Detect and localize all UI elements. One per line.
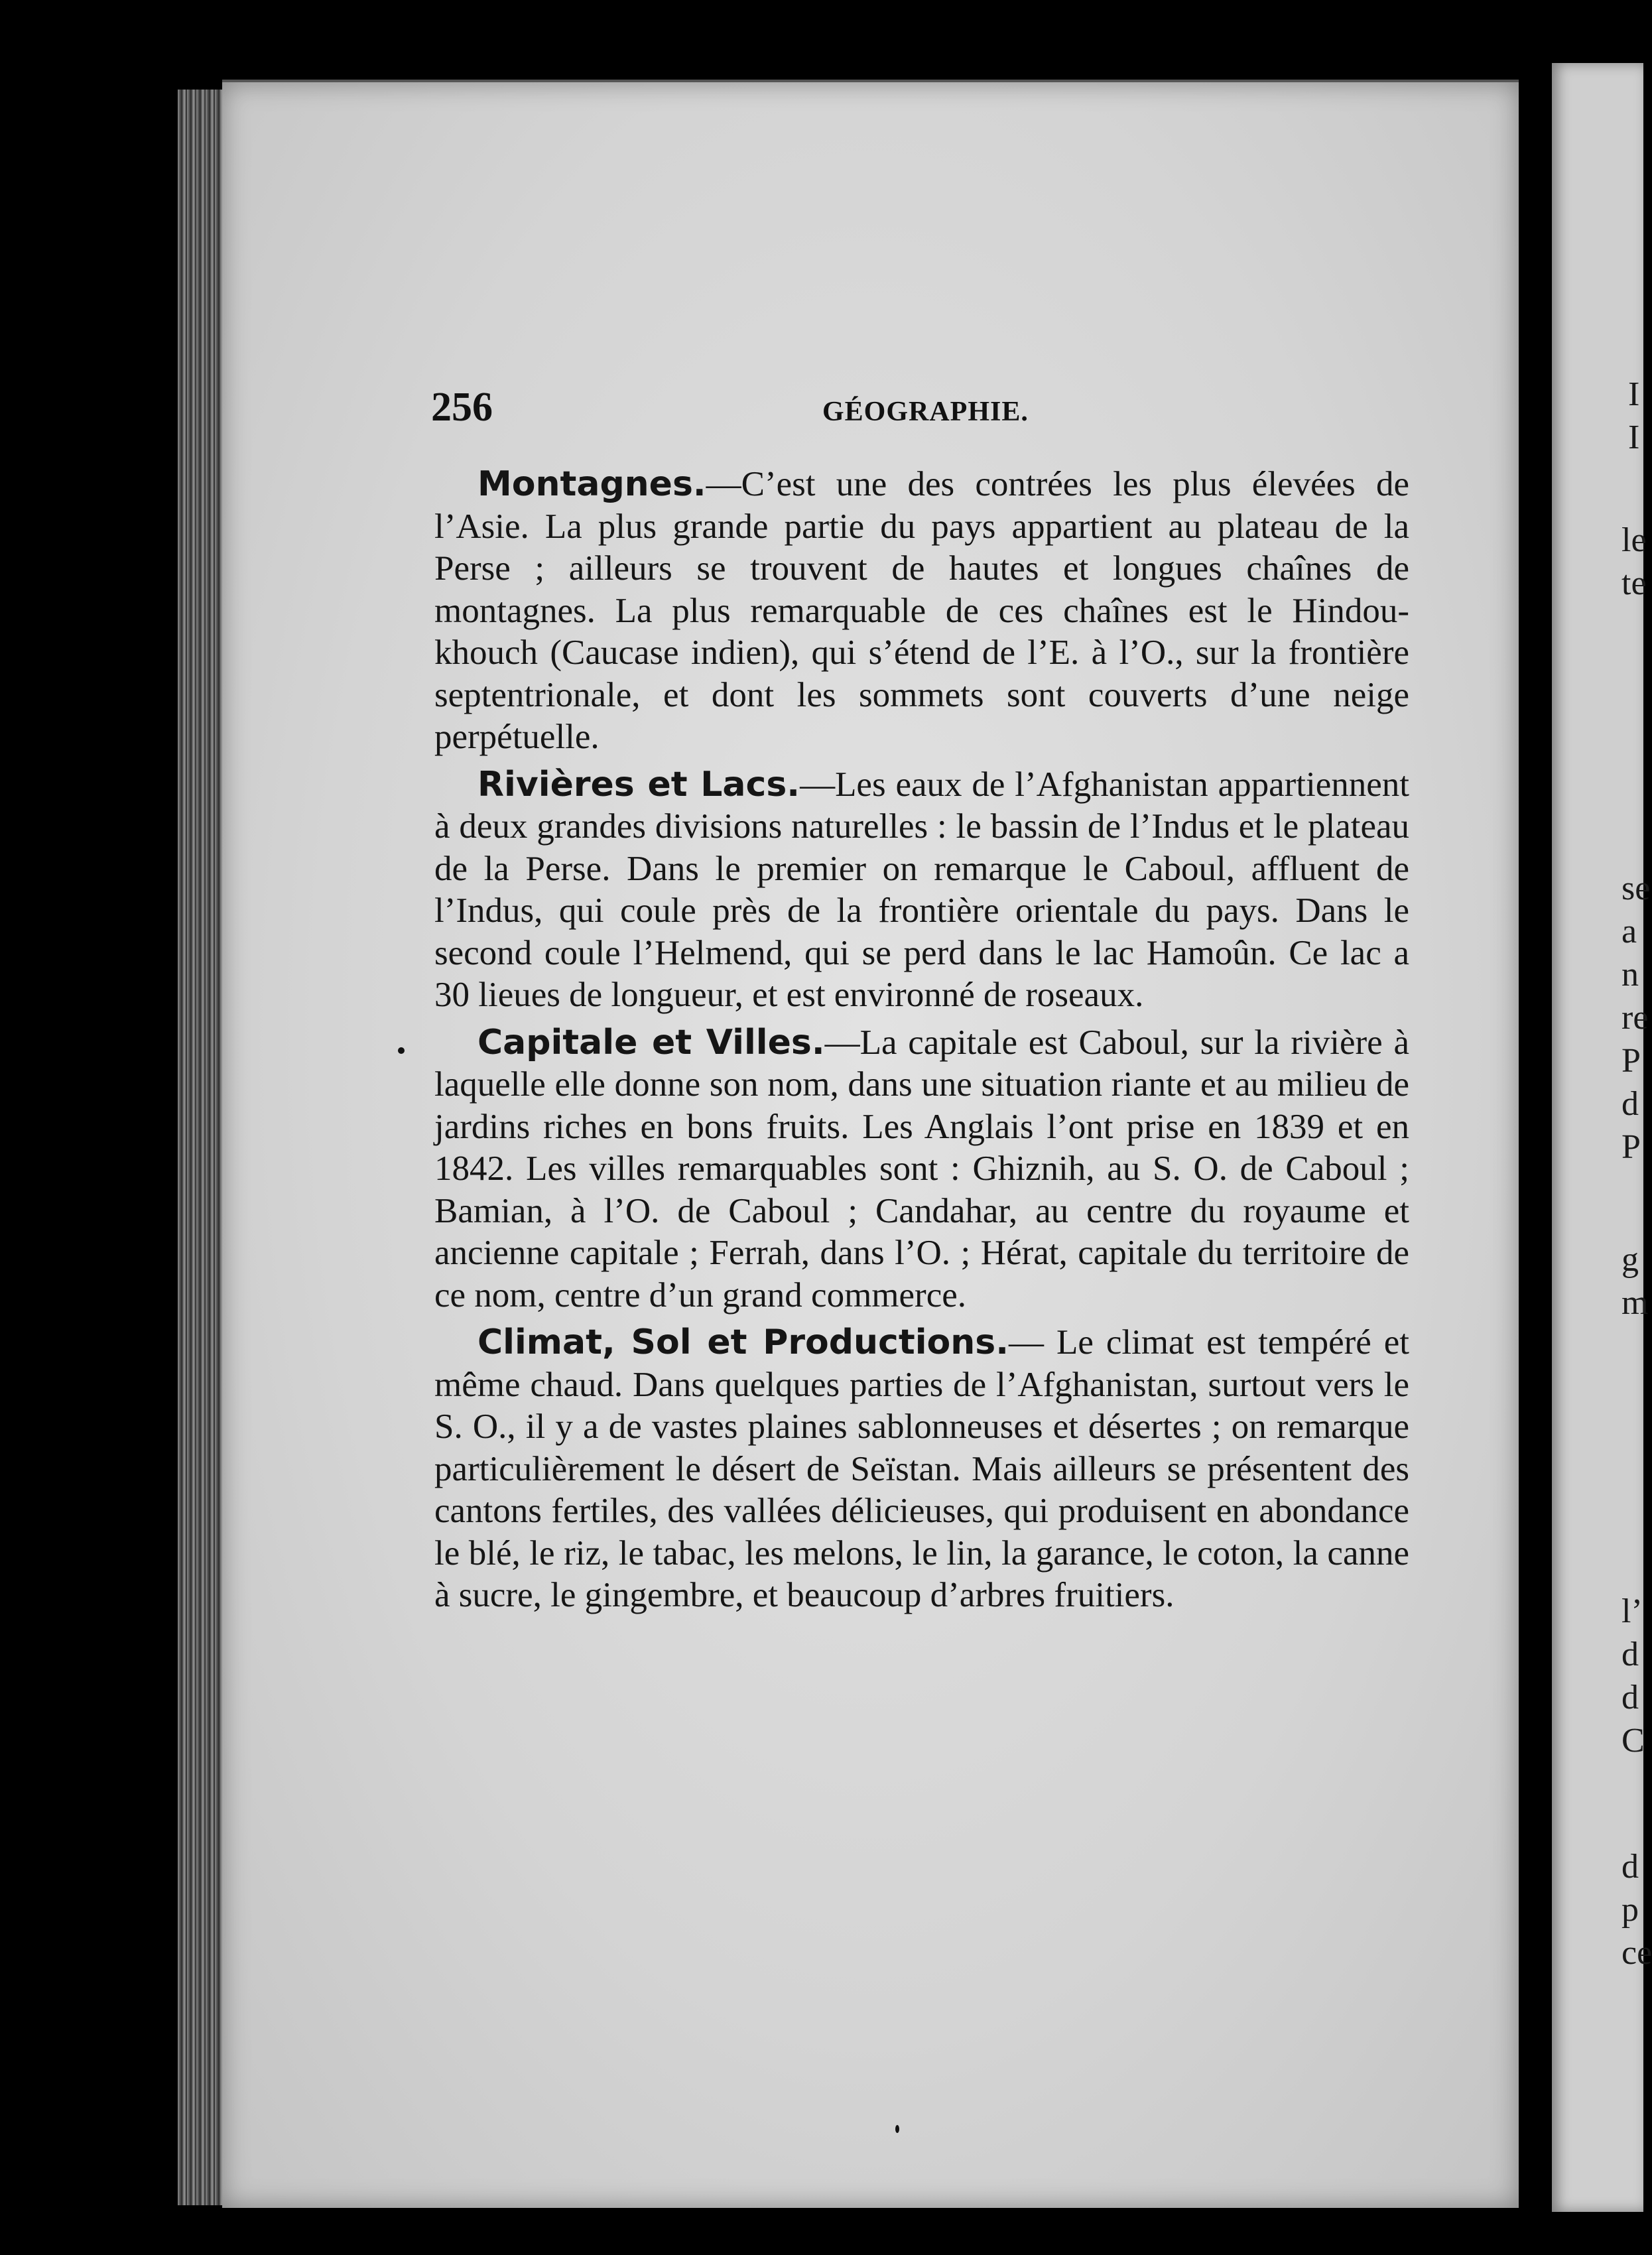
adjacent-page-fragment — [1552, 63, 1652, 2212]
fragment-letter: g — [1621, 1241, 1639, 1279]
fragment-letter: le — [1621, 521, 1647, 559]
fragment-letter: ce — [1621, 1934, 1652, 1972]
book-page — [222, 80, 1519, 2208]
stacked-page-edges — [178, 90, 225, 2205]
fragment-letter: I — [1628, 375, 1640, 413]
page-body — [434, 464, 1409, 1622]
fragment-letter: a — [1621, 913, 1637, 950]
page-number: 256 — [431, 385, 493, 430]
fragment-letter: P — [1621, 1128, 1641, 1166]
fragment-letter: d — [1621, 1679, 1639, 1716]
fragment-letter: C — [1621, 1722, 1645, 1760]
section-heading: Montagnes. — [477, 464, 706, 504]
fragment-letter: p — [1621, 1891, 1639, 1929]
section-text: —Les eaux de l’Afghanistan appartiennent à deux grandes divisions naturelles : le bassin de l’Indus et le plateau de la Perse. Dans le premier on remarque le Caboul, affluent de l’Indus, qui coule près de la frontière orientale du pays. Dans le second coule l’Helmend, qui se perd dans le lac Hamoûn. Ce lac a 30 lieues de longueur, et est environné de roseaux. — [434, 765, 1409, 1014]
paragraph-montagnes — [434, 464, 1409, 759]
fragment-letter: m — [1621, 1284, 1649, 1322]
fragment-letter: d — [1621, 1636, 1639, 1673]
paragraph-climat-sol-productions — [434, 1322, 1409, 1617]
fragment-letter: d — [1621, 1085, 1639, 1123]
page-header — [222, 384, 1519, 444]
ink-speck — [398, 1047, 405, 1054]
fragment-letter: l’ — [1621, 1592, 1643, 1630]
section-text: —La capitale est Caboul, sur la rivière à laquelle elle donne son nom, dans une situation riante et au milieu de jardins riches en bons fruits. Les Anglais l’ont prise en 1839 et en 1842. Les villes remarquables sont : Ghiznih, au S. O. de Caboul ; Bamian, à l’O. de Caboul ; Candahar, au centre du royaume et ancienne capitale ; Ferrah, dans l’O. ; Hérat, capitale du territoire de ce nom, centre d’un grand commerce. — [434, 1023, 1409, 1315]
section-heading: Climat, Sol et Productions. — [477, 1322, 1009, 1362]
fragment-letter: I — [1628, 419, 1640, 456]
section-text: —C’est une des contrées les plus élevées de l’Asie. La plus grande partie du pays appartient au plateau de la Perse ; ailleurs se trouvent de hautes et longues chaînes de montagnes. La plus remarquable de ces chaînes est le Hindou-khouch (Caucase indien), qui s’étend de l’E. à l’O., sur la frontière septentrionale, et dont les sommets sont couverts d’une neige perpétuelle. — [434, 465, 1409, 756]
fragment-letter: d — [1621, 1848, 1639, 1886]
fragment-letter: te — [1621, 564, 1647, 602]
paragraph-rivieres-et-lacs — [434, 764, 1409, 1017]
section-heading: Capitale et Villes. — [477, 1022, 825, 1063]
ink-speck — [895, 2125, 899, 2133]
paragraph-capitale-et-villes — [434, 1022, 1409, 1317]
fragment-letter: P — [1621, 1042, 1641, 1080]
fragment-letter: n — [1621, 956, 1639, 994]
fragment-letter: re — [1621, 999, 1649, 1037]
adjacent-page-letters — [1552, 63, 1652, 2212]
fragment-letter: se — [1621, 870, 1651, 907]
running-title: GÉOGRAPHIE. — [822, 397, 1029, 427]
section-heading: Rivières et Lacs. — [477, 764, 800, 805]
section-text: — Le climat est tempéré et même chaud. Dans quelques parties de l’Afghanistan, surtout vers le S. O., il y a de vastes plaines sablonneuses et désertes ; on remarque particulièrement le désert de Seïstan. Mais ailleurs se présentent des cantons fertiles, des vallées délicieuses, qui produisent en abondance le blé, le riz, le tabac, les melons, le lin, la garance, le coton, la canne à sucre, le gingembre, et beaucoup d’arbres fruitiers. — [434, 1323, 1409, 1614]
